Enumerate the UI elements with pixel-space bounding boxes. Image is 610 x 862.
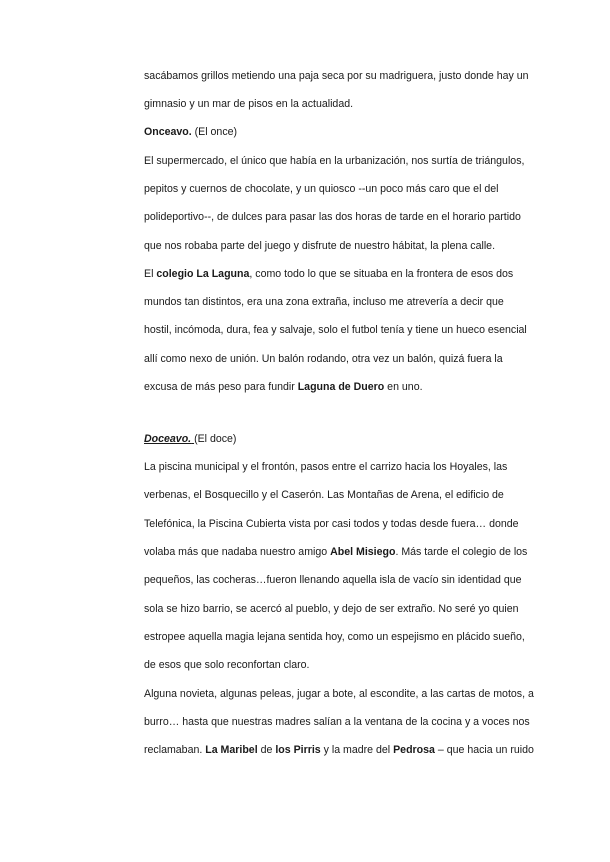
text-run: (El doce) — [194, 433, 237, 445]
text-line — [144, 658, 309, 672]
text-run: , como todo lo que se situaba en la frontera de esos dos — [249, 268, 514, 280]
text-run: Laguna de Duero — [297, 381, 385, 393]
text-run: sola se hizo barrio, se acercó al pueblo, y dejo de ser extraño. No seré yo quien — [144, 603, 519, 615]
text-run: . Más tarde el colegio de los — [395, 546, 528, 558]
text-run: reclamaban. — [144, 744, 206, 756]
text-run: (El once) — [191, 126, 238, 138]
text-line — [144, 602, 519, 616]
text-run: Pedrosa — [393, 744, 435, 756]
text-run: Alguna novieta, algunas peleas, jugar a bote, al escondite, a las cartas de motos, a — [144, 688, 534, 700]
text-line — [144, 630, 525, 644]
text-line — [144, 715, 530, 729]
text-run: mundos tan distintos, era una zona extraña, incluso me atrevería a decir que — [144, 296, 504, 308]
text-line — [144, 69, 529, 83]
text-run: Onceavo. — [144, 126, 192, 138]
text-run: estropee aquella magia lejana sentida hoy, como un espejismo en plácido sueño, — [144, 631, 525, 643]
text-line — [144, 267, 513, 281]
section-heading — [144, 432, 236, 446]
text-line — [144, 210, 521, 224]
text-line — [144, 573, 522, 587]
section-heading — [144, 125, 237, 139]
text-line — [144, 488, 504, 502]
text-run: El — [144, 268, 157, 280]
text-run: Doceavo. — [144, 433, 192, 445]
text-line — [144, 97, 353, 111]
text-run: – que hacia un ruido — [434, 744, 534, 756]
text-run: que nos robaba parte del juego y disfrute de nuestro hábitat, la plena calle. — [144, 240, 496, 252]
text-run: verbenas, el Bosquecillo y el Caserón. Las Montañas de Arena, el edificio de — [144, 489, 504, 501]
text-run: pequeños, las cocheras…fueron llenando aquella isla de vacío sin identidad que — [144, 574, 522, 586]
text-run: volaba más que nadaba nuestro amigo — [144, 546, 331, 558]
text-line — [144, 380, 423, 394]
text-line — [144, 154, 524, 168]
text-line — [144, 545, 527, 559]
text-line — [144, 517, 519, 531]
text-run: excusa de más peso para fundir — [144, 381, 298, 393]
text-line — [144, 295, 504, 309]
text-run: colegio La Laguna — [156, 268, 250, 280]
text-run: en uno. — [384, 381, 423, 393]
text-line — [144, 743, 534, 757]
text-run: La piscina municipal y el frontón, pasos entre el carrizo hacia los Hoyales, las — [144, 461, 508, 473]
text-run: El supermercado, el único que había en la urbanización, nos surtía de triángulos, — [144, 155, 525, 167]
text-run: los Pirris — [275, 744, 321, 756]
text-run: pepitos y cuernos de chocolate, y un quiosco --un poco más caro que el del — [144, 183, 499, 195]
text-run: polideportivo--, de dulces para pasar las dos horas de tarde en el horario partido — [144, 211, 521, 223]
text-line — [144, 687, 534, 701]
text-run: Abel Misiego — [330, 546, 396, 558]
text-line — [144, 239, 495, 253]
text-run: hostil, incómoda, dura, fea y salvaje, solo el futbol tenía y tiene un hueco esencial — [144, 324, 527, 336]
text-line — [144, 460, 507, 474]
text-run: burro… hasta que nuestras madres salían a la ventana de la cocina y a voces nos — [144, 716, 530, 728]
text-line — [144, 182, 499, 196]
text-run: La Maribel — [205, 744, 258, 756]
text-run: de esos que solo reconfortan claro. — [144, 659, 310, 671]
text-run: Telefónica, la Piscina Cubierta vista por casi todos y todas desde fuera… donde — [144, 518, 519, 530]
text-line — [144, 352, 503, 366]
text-run: sacábamos grillos metiendo una paja seca por su madriguera, justo donde hay un — [144, 70, 529, 82]
text-run: allí como nexo de unión. Un balón rodando, otra vez un balón, quizá fuera la — [144, 353, 503, 365]
text-line — [144, 323, 527, 337]
text-run: de — [257, 744, 276, 756]
text-run: gimnasio y un mar de pisos en la actualidad. — [144, 98, 354, 110]
text-run: y la madre del — [320, 744, 394, 756]
